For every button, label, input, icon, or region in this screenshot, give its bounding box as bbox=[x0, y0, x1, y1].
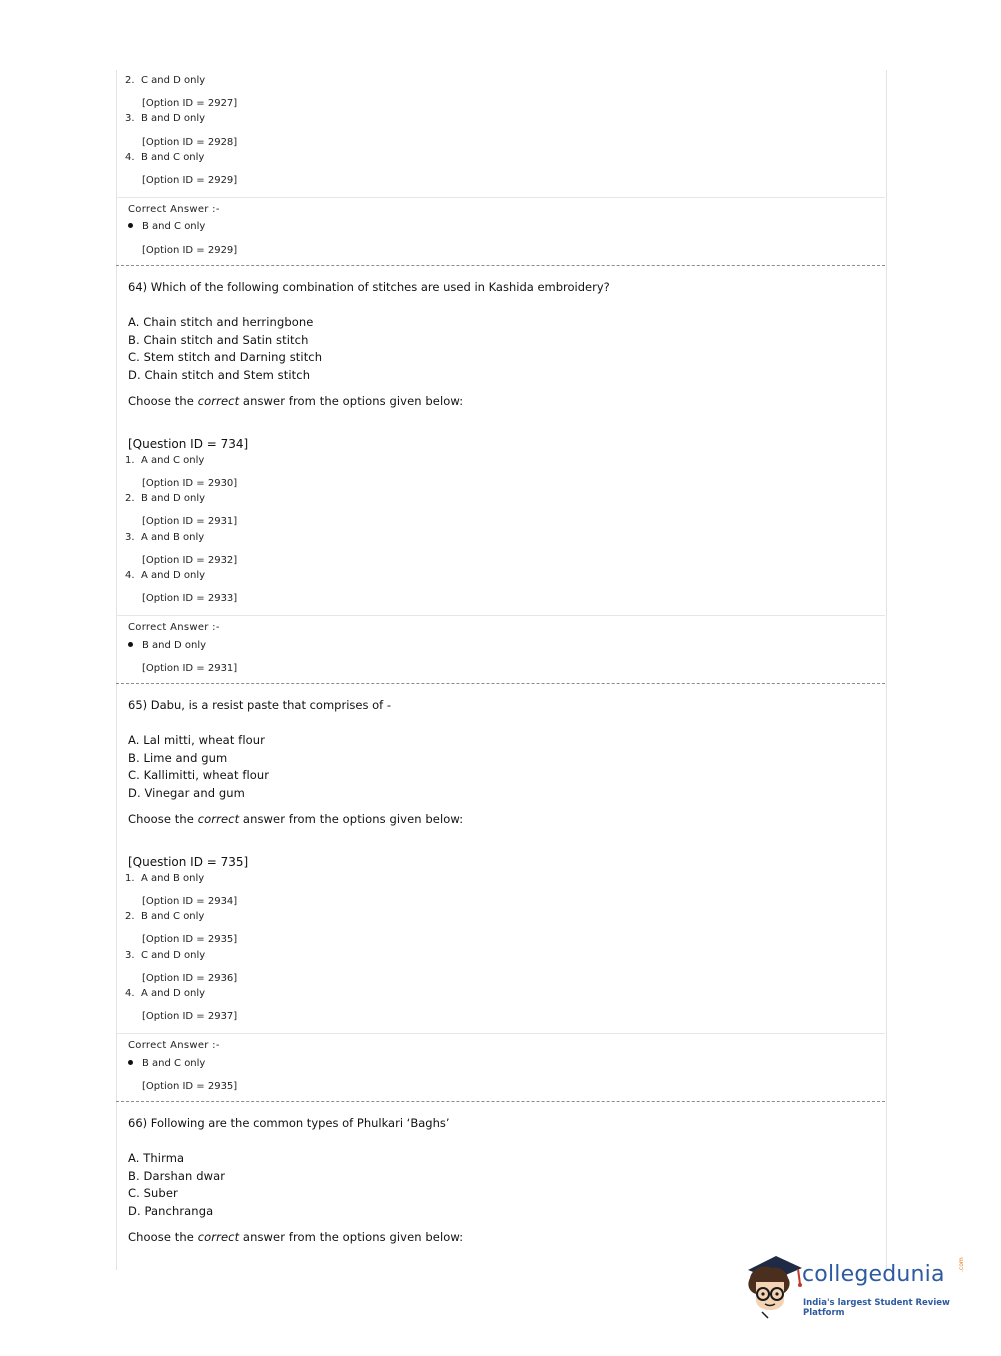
option-row: 3. B and D only bbox=[125, 113, 206, 124]
divider bbox=[116, 197, 885, 198]
option-row: 4. A and D only bbox=[125, 570, 206, 581]
collegedunia-logo bbox=[742, 1248, 972, 1320]
instruction: Choose the correct answer from the options given below: bbox=[128, 1230, 464, 1244]
option-id: [Option ID = 2936] bbox=[142, 973, 238, 984]
brand-name: collegedunia bbox=[802, 1262, 945, 1287]
option-id: [Option ID = 2937] bbox=[142, 1011, 238, 1022]
option-row: 1. A and C only bbox=[125, 455, 205, 466]
statement-item: C. Suber bbox=[128, 1186, 178, 1200]
statement-item: D. Panchranga bbox=[128, 1204, 214, 1218]
bullet-icon bbox=[128, 223, 133, 228]
question-title: 65) Dabu, is a resist paste that comprises of - bbox=[128, 698, 391, 712]
correct-answer-label: Correct Answer :- bbox=[128, 622, 220, 633]
correct-answer: B and D only bbox=[128, 640, 206, 651]
option-row: 2. B and C only bbox=[125, 911, 205, 922]
question-id: [Question ID = 734] bbox=[128, 437, 249, 451]
instruction: Choose the correct answer from the options given below: bbox=[128, 812, 464, 826]
option-id: [Option ID = 2933] bbox=[142, 593, 238, 604]
correct-option-id: [Option ID = 2935] bbox=[142, 1081, 238, 1092]
statement-item: D. Chain stitch and Stem stitch bbox=[128, 368, 311, 382]
statement-item: C. Stem stitch and Darning stitch bbox=[128, 350, 323, 364]
option-id: [Option ID = 2934] bbox=[142, 896, 238, 907]
option-id: [Option ID = 2932] bbox=[142, 555, 238, 566]
statement-item: D. Vinegar and gum bbox=[128, 786, 245, 800]
mascot-icon bbox=[742, 1248, 806, 1320]
correct-option-id: [Option ID = 2931] bbox=[142, 663, 238, 674]
question-title: 66) Following are the common types of Phulkari ‘Baghs’ bbox=[128, 1116, 450, 1130]
statement-item: A. Thirma bbox=[128, 1151, 185, 1165]
option-row: 2. B and D only bbox=[125, 493, 206, 504]
statement-item: B. Darshan dwar bbox=[128, 1169, 226, 1183]
option-row: 4. B and C only bbox=[125, 152, 205, 163]
question-id: [Question ID = 735] bbox=[128, 855, 249, 869]
brand-tagline: India's largest Student Review Platform bbox=[803, 1298, 950, 1318]
correct-answer-label: Correct Answer :- bbox=[128, 1040, 220, 1051]
question-title: 64) Which of the following combination of stitches are used in Kashida embroidery? bbox=[128, 280, 610, 294]
correct-answer: B and C only bbox=[128, 1058, 205, 1069]
option-id: [Option ID = 2929] bbox=[142, 175, 238, 186]
bullet-icon bbox=[128, 642, 133, 647]
divider bbox=[116, 615, 885, 616]
question-separator bbox=[116, 265, 885, 266]
brand-suffix: .com bbox=[958, 1257, 965, 1272]
option-id: [Option ID = 2930] bbox=[142, 478, 238, 489]
bullet-icon bbox=[128, 1060, 133, 1065]
statement-item: C. Kallimitti, wheat flour bbox=[128, 768, 270, 782]
correct-answer-label: Correct Answer :- bbox=[128, 204, 220, 215]
instruction: Choose the correct answer from the options given below: bbox=[128, 394, 464, 408]
option-row: 3. A and B only bbox=[125, 532, 205, 543]
option-id: [Option ID = 2931] bbox=[142, 516, 238, 527]
option-row: 1. A and B only bbox=[125, 873, 205, 884]
option-id: [Option ID = 2935] bbox=[142, 934, 238, 945]
statement-item: A. Lal mitti, wheat flour bbox=[128, 733, 265, 747]
question-separator bbox=[116, 1101, 885, 1102]
statement-item: B. Lime and gum bbox=[128, 751, 228, 765]
option-row: 4. A and D only bbox=[125, 988, 206, 999]
correct-answer: B and C only bbox=[128, 221, 205, 232]
option-row: 2. C and D only bbox=[125, 75, 206, 86]
correct-option-id: [Option ID = 2929] bbox=[142, 245, 238, 256]
option-row: 3. C and D only bbox=[125, 950, 206, 961]
statement-item: B. Chain stitch and Satin stitch bbox=[128, 333, 309, 347]
question-separator bbox=[116, 683, 885, 684]
option-id: [Option ID = 2928] bbox=[142, 137, 238, 148]
statement-item: A. Chain stitch and herringbone bbox=[128, 315, 314, 329]
option-id: [Option ID = 2927] bbox=[142, 98, 238, 109]
divider bbox=[116, 1033, 885, 1034]
